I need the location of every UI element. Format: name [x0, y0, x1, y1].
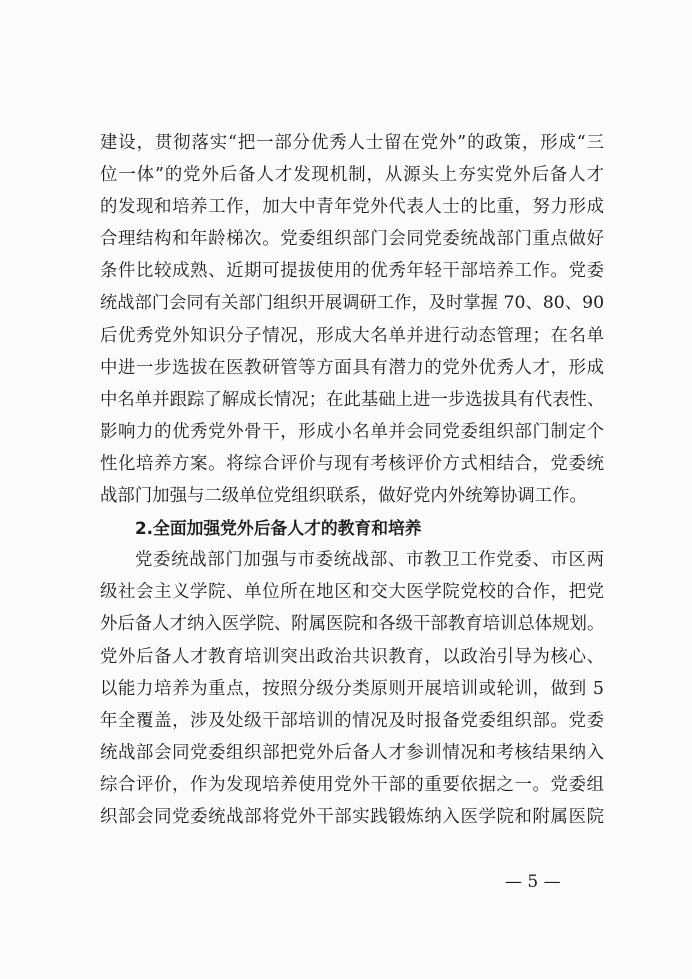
section-heading: 2.全面加强党外后备人才的教育和培养	[135, 518, 422, 539]
paragraph-line: 织部会同党委统战部将党外干部实践锻炼纳入医学院和附属医院	[100, 806, 604, 827]
paragraph-line: 战部门加强与二级单位党组织联系，做好党内外统筹协调工作。	[100, 486, 587, 507]
paragraph-line: 后优秀党外知识分子情况，形成大名单并进行动态管理；在名单	[100, 325, 604, 346]
paragraph-line: 统战部门会同有关部门组织开展调研工作，及时掌握 70、80、90	[100, 293, 604, 314]
paragraph-line: 以能力培养为重点，按照分级分类原则开展培训或轮训，做到 5	[100, 678, 604, 699]
paragraph-line: 综合评价，作为发现培养使用党外干部的重要依据之一。党委组	[100, 774, 604, 795]
paragraph-line: 中名单并跟踪了解成长情况；在此基础上进一步选拔具有代表性、	[100, 389, 605, 410]
paragraph-line: 建设，贯彻落实“把一部分优秀人士留在党外”的政策，形成“三	[100, 133, 604, 153]
paragraph-line: 党外后备人才教育培训突出政治共识教育，以政治引导为核心、	[100, 646, 604, 667]
paragraph-line: 中进一步选拔在医教研管等方面具有潜力的党外优秀人才，形成	[100, 357, 604, 378]
paragraph-line: 党委统战部门加强与市委统战部、市教卫工作党委、市区两	[135, 550, 604, 571]
paragraph-line: 条件比较成熟、近期可提拔使用的优秀年轻干部培养工作。党委	[100, 261, 604, 282]
paragraph-line: 的发现和培养工作，加大中青年党外代表人士的比重，努力形成	[100, 197, 604, 218]
body-text	[100, 127, 604, 833]
paragraph-line: 年全覆盖，涉及处级干部培训的情况及时报备党委组织部。党委	[100, 710, 604, 731]
paragraph-line: 位一体”的党外后备人才发现机制，从源头上夯实党外后备人才	[100, 165, 604, 186]
paragraph-line: 影响力的优秀党外骨干，形成小名单并会同党委组织部门制定个	[100, 421, 604, 442]
paragraph-line: 统战部会同党委组织部把党外后备人才参训情况和考核结果纳入	[100, 742, 604, 763]
paragraph-line: 性化培养方案。将综合评价与现有考核评价方式相结合，党委统	[100, 453, 604, 474]
paragraph-line: 外后备人才纳入医学院、附属医院和各级干部教育培训总体规划。	[100, 614, 605, 635]
page-number: — 5 —	[505, 872, 561, 892]
paragraph-line: 合理结构和年龄梯次。党委组织部门会同党委统战部门重点做好	[100, 229, 604, 250]
paragraph-line: 级社会主义学院、单位所在地区和交大医学院党校的合作，把党	[100, 582, 604, 603]
